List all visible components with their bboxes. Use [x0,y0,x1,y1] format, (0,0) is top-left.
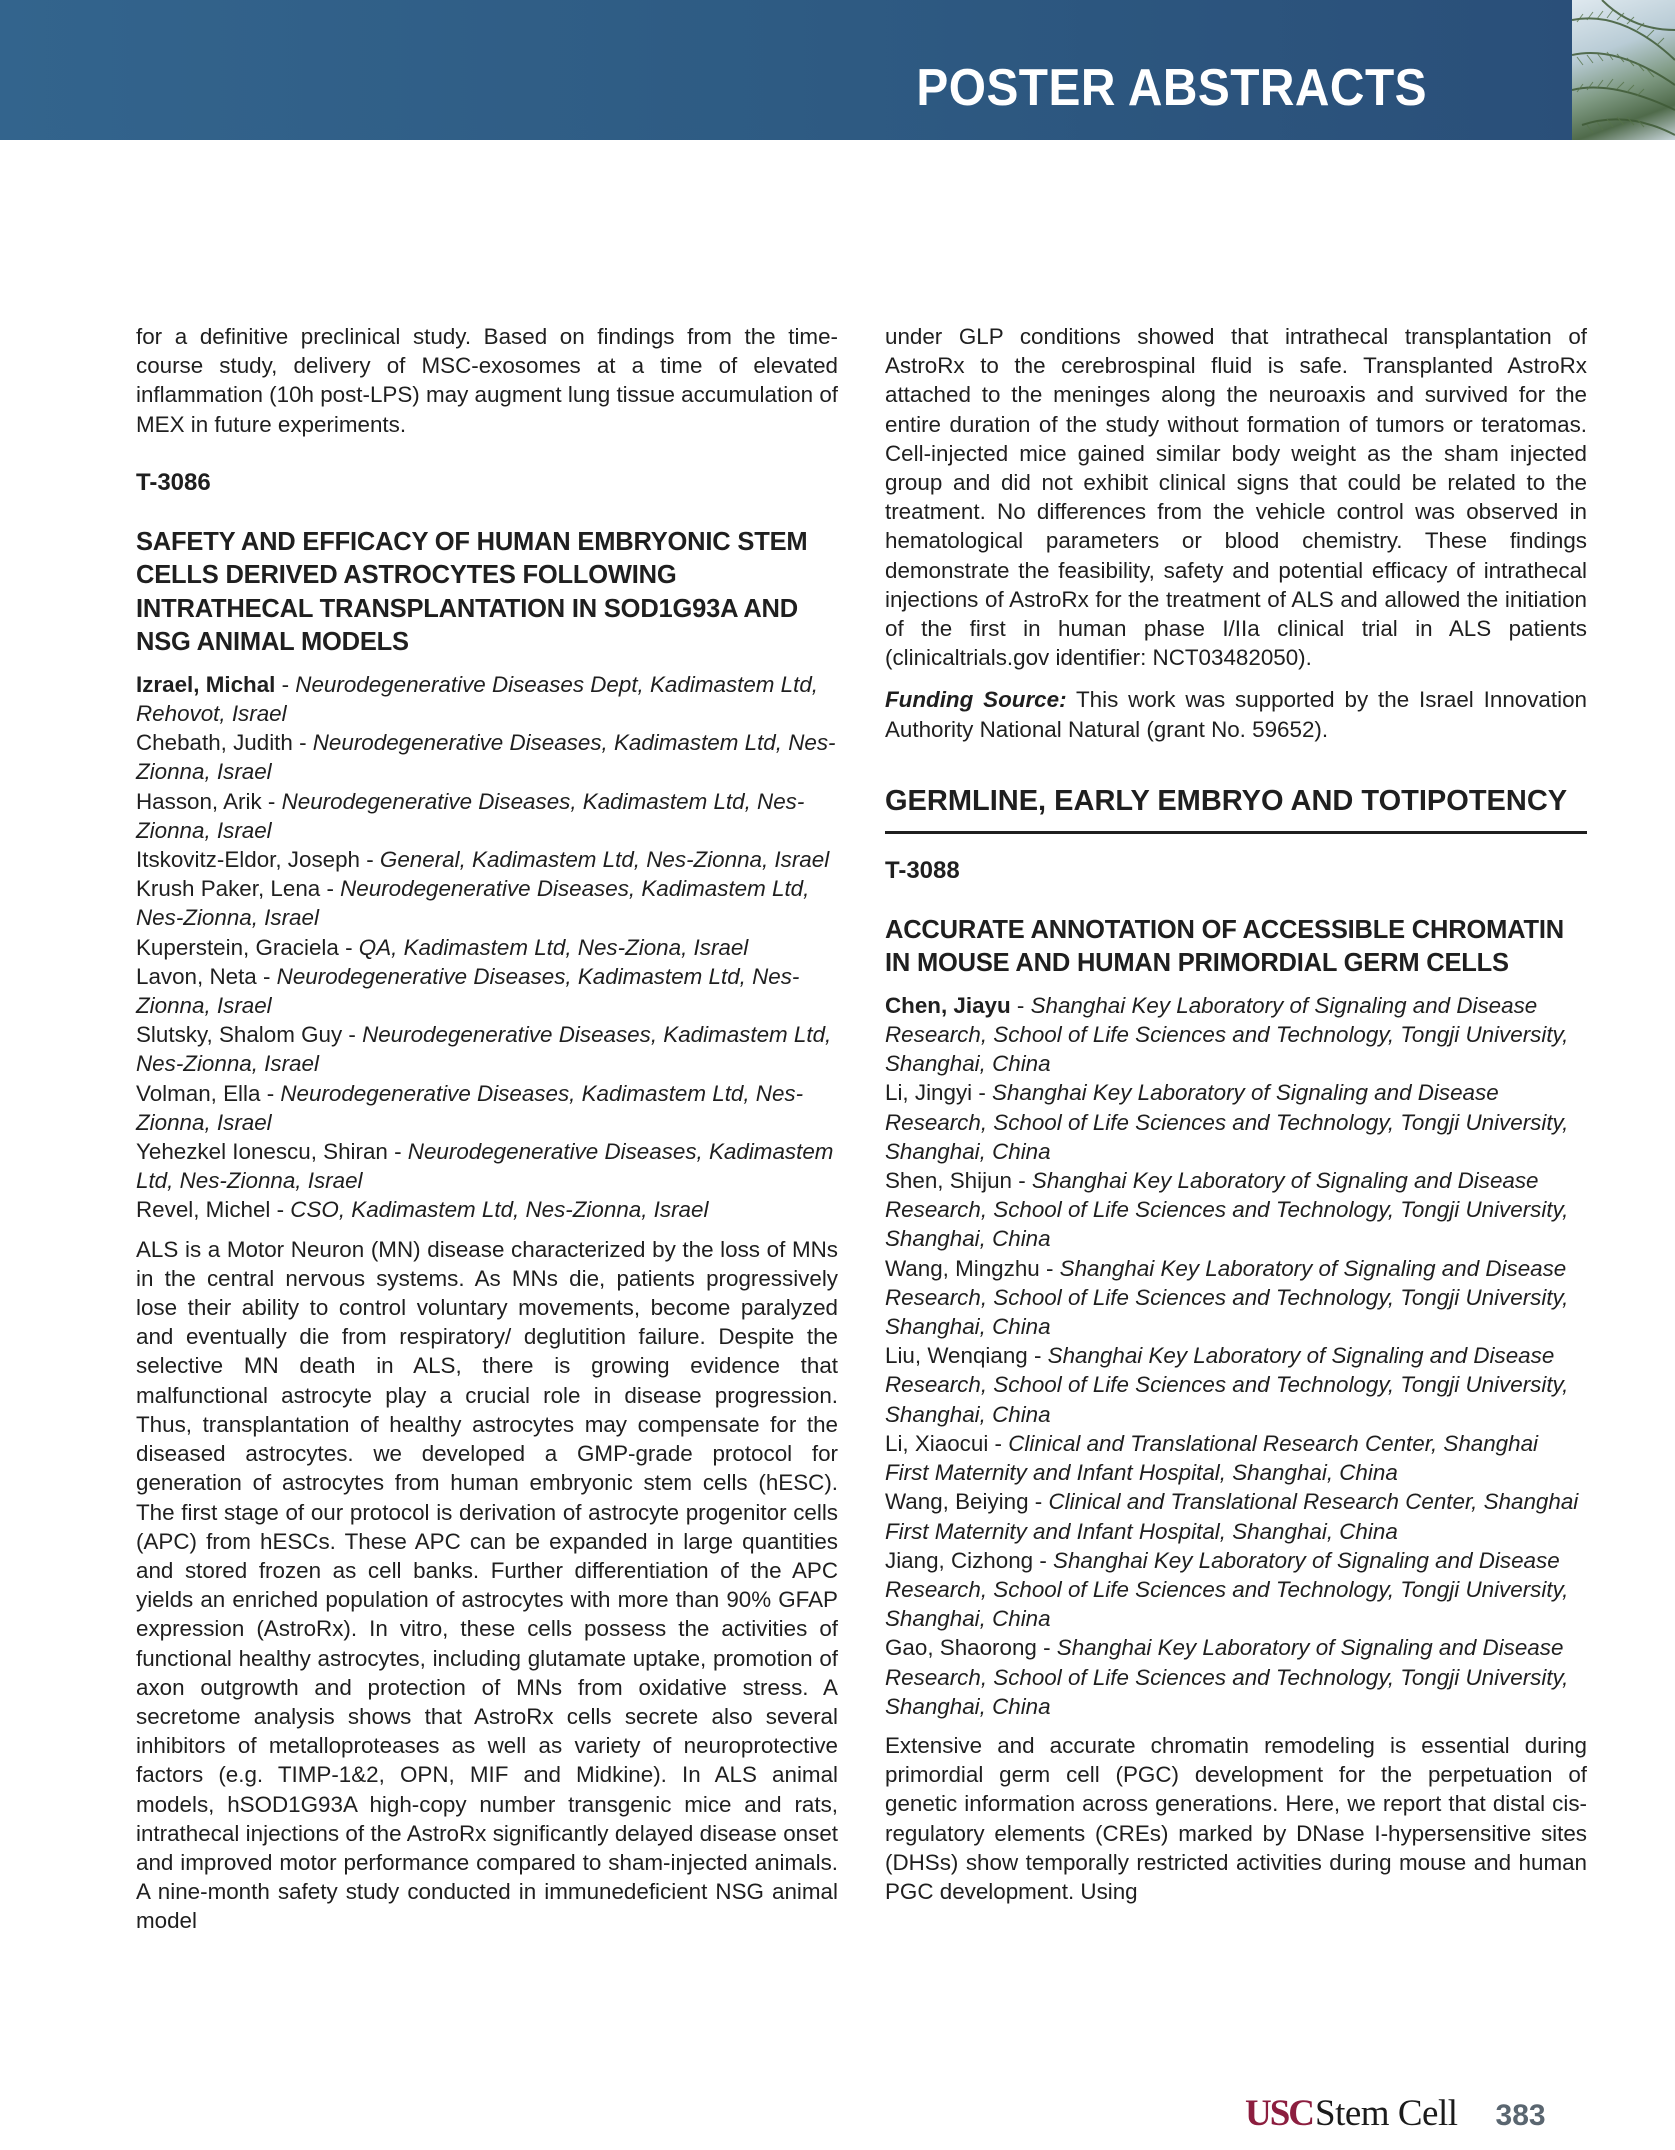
page-footer [1245,2092,1546,2135]
author-affiliation: Shanghai Key Laboratory of Signaling and Disease Research, School of Life Sciences and Technology, Tongji University, Shanghai, China [885,1080,1569,1164]
author-name: Wang, Beiying [885,1489,1029,1515]
author-entry: Wang, Mingzhu - Shanghai Key Laboratory of Signaling and Disease Research, School of Life Sciences and Technology, Tongji University, Shanghai, China [885,1255,1569,1340]
author-entry: Slutsky, Shalom Guy - Neurodegenerative Diseases, Kadimastem Ltd, Nes-Zionna, Israel [136,1022,832,1077]
author-name: Slutsky, Shalom Guy [136,1022,343,1048]
author-entry: Shen, Shijun - Shanghai Key Laboratory of Signaling and Disease Research, School of Life Sciences and Technology, Tongji University, Shanghai, China [885,1168,1569,1252]
page-header-banner [0,0,1572,140]
author-name: Itskovitz-Eldor, Joseph [136,847,361,873]
stem-cell-logo-text: Stem Cell [1315,2093,1458,2134]
author-entry: Revel, Michel - CSO, Kadimastem Ltd, Nes-Zionna, Israel [136,1197,709,1223]
author-name: Li, Xiaocui [885,1430,989,1456]
abstract-id: T-3086 [136,468,211,496]
author-affiliation: Shanghai Key Laboratory of Signaling and Disease Research, School of Life Sciences and Technology, Tongji University, Shanghai, China [885,1168,1569,1252]
author-entry: Wang, Beiying - Clinical and Translational Research Center, Shanghai First Maternity and Infant Hospital, Shanghai, China [885,1489,1579,1544]
author-affiliation: Clinical and Translational Research Center, Shanghai First Maternity and Infant Hospital, Shanghai, China [885,1430,1539,1486]
author-entry: Chen, Jiayu - Shanghai Key Laboratory of Signaling and Disease Research, School of Life Sciences and Technology, Tongji University, Shanghai, China [885,992,1569,1077]
author-entry: Yehezkel Ionescu, Shiran - Neurodegenerative Diseases, Kadimastem Ltd, Nes-Zionna, Israel [136,1139,834,1194]
author-entry: Lavon, Neta - Neurodegenerative Diseases, Kadimastem Ltd, Nes-Zionna, Israel [136,963,800,1019]
abstract-title: SAFETY AND EFFICACY OF HUMAN EMBRYONIC STEM CELLS DERIVED ASTROCYTES FOLLOWING INTRATHECAL TRANSPLANTATION IN SOD1G93A AND NSG ANIMAL MODELS [136,527,808,657]
author-affiliation: Neurodegenerative Diseases, Kadimastem Ltd, Nes-Zionna, Israel [136,1022,832,1077]
author-affiliation: Neurodegenerative Diseases, Kadimastem Ltd, Nes-Zionna, Israel [136,1139,834,1194]
author-name: Gao, Shaorong [885,1635,1037,1661]
author-name: Li, Jingyi [885,1080,973,1106]
author-name: Jiang, Cizhong [885,1547,1034,1573]
right-column [885,322,1587,1906]
left-column [136,322,838,1936]
author-entry: Izrael, Michal - Neurodegenerative Diseases Dept, Kadimastem Ltd, Rehovot, Israel [136,671,819,727]
palm-fronds-icon [1572,0,1675,140]
page-number: 383 [1495,2099,1546,2132]
author-affiliation: QA, Kadimastem Ltd, Nes-Ziona, Israel [358,934,749,960]
author-affiliation: Neurodegenerative Diseases, Kadimastem Ltd, Nes-Zionna, Israel [136,963,800,1019]
author-name: Kuperstein, Graciela [136,934,339,960]
author-affiliation: Neurodegenerative Diseases, Kadimastem Ltd, Nes-Zionna, Israel [136,730,836,785]
author-affiliation: Shanghai Key Laboratory of Signaling and Disease Research, School of Life Sciences and Technology, Tongji University, Shanghai, China [885,1547,1569,1632]
author-list [136,670,838,1225]
author-name: Hasson, Arik [136,788,262,814]
author-entry: Krush Paker, Lena - Neurodegenerative Diseases, Kadimastem Ltd, Nes-Zionna, Israel [136,876,810,931]
author-name: Volman, Ella [136,1080,261,1106]
author-name: Lavon, Neta [136,963,257,989]
author-affiliation: Neurodegenerative Diseases, Kadimastem Ltd, Nes-Zionna, Israel [136,788,805,843]
author-name: Revel, Michel [136,1197,271,1223]
continuation-text: for a definitive preclinical study. Based on findings from the time-course study, delivery of MSC-exosomes at a time of elevated inflammation (10h post-LPS) may augment lung tissue accumulation of MEX in future experiments. [136,324,838,437]
author-affiliation: Shanghai Key Laboratory of Signaling and Disease Research, School of Life Sciences and Technology, Tongji University, Shanghai, China [885,1255,1569,1340]
author-entry: Liu, Wenqiang - Shanghai Key Laboratory of Signaling and Disease Research, School of Life Sciences and Technology, Tongji University, Shanghai, China [885,1343,1569,1427]
section-heading: GERMLINE, EARLY EMBRYO AND TOTIPOTENCY [885,784,1587,834]
header-title: POSTER ABSTRACTS [916,59,1427,117]
abstract-id: T-3088 [885,856,960,884]
author-name: Yehezkel Ionescu, Shiran [136,1139,388,1165]
author-name: Izrael, Michal [136,671,276,697]
continuation-text: under GLP conditions showed that intrathecal transplantation of AstroRx to the cerebrospinal fluid is safe. Transplanted AstroRx attached to the meninges along the neuroaxis and survived for the entire duration of the study without formation of tumors or teratomas. Cell-injected mice gained similar body weight as the sham injected group and did not exhibit clinical signs that could be related to the treatment. No differences from the vehicle control was observed in hematological parameters or blood chemistry. These findings demonstrate the feasibility, safety and potential efficacy of intrathecal injections of AstroRx for the treatment of ALS and allowed the initiation of the first in human phase I/IIa clinical trial in ALS patients (clinicaltrials.gov identifier: NCT03482050). [885,324,1587,671]
author-entry: Jiang, Cizhong - Shanghai Key Laboratory of Signaling and Disease Research, School of Life Sciences and Technology, Tongji University, Shanghai, China [885,1547,1569,1632]
author-entry: Chebath, Judith - Neurodegenerative Diseases, Kadimastem Ltd, Nes-Zionna, Israel [136,730,836,785]
author-affiliation: Shanghai Key Laboratory of Signaling and Disease Research, School of Life Sciences and Technology, Tongji University, Shanghai, China [885,1635,1569,1719]
author-entry: Li, Xiaocui - Clinical and Translational Research Center, Shanghai First Maternity and Infant Hospital, Shanghai, China [885,1430,1539,1486]
author-entry: Hasson, Arik - Neurodegenerative Diseases, Kadimastem Ltd, Nes-Zionna, Israel [136,788,805,843]
author-name: Shen, Shijun [885,1168,1012,1194]
author-affiliation: Neurodegenerative Diseases, Kadimastem Ltd, Nes-Zionna, Israel [136,1080,804,1135]
author-name: Chen, Jiayu [885,992,1011,1018]
author-affiliation: Neurodegenerative Diseases, Kadimastem Ltd, Nes-Zionna, Israel [136,876,810,931]
usc-logo: USC [1245,2093,1314,2134]
abstract-body: Extensive and accurate chromatin remodeling is essential during primordial germ cell (PGC) development for the perpetuation of genetic information across generations. Here, we report that distal cis-regulatory elements (CREs) marked by DNase I-hypersensitive sites (DHSs) show temporally restricted activities during mouse and human PGC development. Using [885,1732,1587,1904]
abstract-body: ALS is a Motor Neuron (MN) disease characterized by the loss of MNs in the central nervous systems. As MNs die, patients progressively lose their ability to control voluntary movements, become paralyzed and eventually die from respiratory/ deglutition failure. Despite the selective MN death in ALS, there is growing evidence that malfunctional astrocyte play a crucial role in disease progression. Thus, transplantation of healthy astrocytes may compensate for the diseased astrocytes. we developed a GMP-grade protocol for generation of astrocytes from human embryonic stem cells (hESC). The first stage of our protocol is derivation of astrocyte progenitor cells (APC) from hESCs. These APC can be expanded in large quantities and stored frozen as cell banks. Further differentiation of the APC yields an enriched population of astrocytes with more than 90% GFAP expression (AstroRx). In vitro, these cells possess the activities of functional healthy astrocytes, including glutamate uptake, promotion of axon outgrowth and protection of MNs from oxidative stress. A secretome analysis shows that AstroRx cells secrete also several inhibitors of metalloproteases as well as variety of neuroprotective factors (e.g. TIMP-1&2, OPN, MIF and Midkine). In ALS animal models, hSOD1G93A high-copy number transgenic mice and rats, intrathecal injections of the AstroRx significantly delayed disease onset and improved motor performance compared to sham-injected animals. A nine-month safety study conducted in immunedeficient NSG animal model [136,1236,838,1934]
funding-text: This work was supported by the Israel Innovation Authority National Natural (grant No. 59652). [885,687,1587,742]
author-name: Chebath, Judith [136,730,293,756]
author-entry: Gao, Shaorong - Shanghai Key Laboratory of Signaling and Disease Research, School of Life Sciences and Technology, Tongji University, Shanghai, China [885,1635,1569,1719]
palm-tree-image [1572,0,1675,140]
abstract-title: ACCURATE ANNOTATION OF ACCESSIBLE CHROMATIN IN MOUSE AND HUMAN PRIMORDIAL GERM CELLS [885,915,1564,978]
funding-label: Funding Source: [885,687,1067,713]
author-affiliation: CSO, Kadimastem Ltd, Nes-Zionna, Israel [290,1197,709,1223]
author-entry: Li, Jingyi - Shanghai Key Laboratory of Signaling and Disease Research, School of Life Sciences and Technology, Tongji University, Shanghai, China [885,1080,1569,1164]
author-affiliation: General, Kadimastem Ltd, Nes-Zionna, Israel [379,847,830,873]
author-entry: Itskovitz-Eldor, Joseph - General, Kadimastem Ltd, Nes-Zionna, Israel [136,847,830,873]
author-affiliation: Shanghai Key Laboratory of Signaling and Disease Research, School of Life Sciences and Technology, Tongji University, Shanghai, China [885,1343,1569,1427]
author-affiliation: Neurodegenerative Diseases Dept, Kadimastem Ltd, Rehovot, Israel [136,671,819,727]
author-entry: Kuperstein, Graciela - QA, Kadimastem Ltd, Nes-Ziona, Israel [136,934,749,960]
author-list [885,991,1587,1721]
author-name: Liu, Wenqiang [885,1343,1028,1369]
author-affiliation: Clinical and Translational Research Center, Shanghai First Maternity and Infant Hospital, Shanghai, China [885,1489,1579,1544]
author-name: Wang, Mingzhu [885,1255,1040,1281]
author-name: Krush Paker, Lena [136,876,321,902]
funding-source [885,685,1587,743]
author-affiliation: Shanghai Key Laboratory of Signaling and Disease Research, School of Life Sciences and Technology, Tongji University, Shanghai, China [885,992,1569,1077]
author-entry: Volman, Ella - Neurodegenerative Diseases, Kadimastem Ltd, Nes-Zionna, Israel [136,1080,804,1135]
